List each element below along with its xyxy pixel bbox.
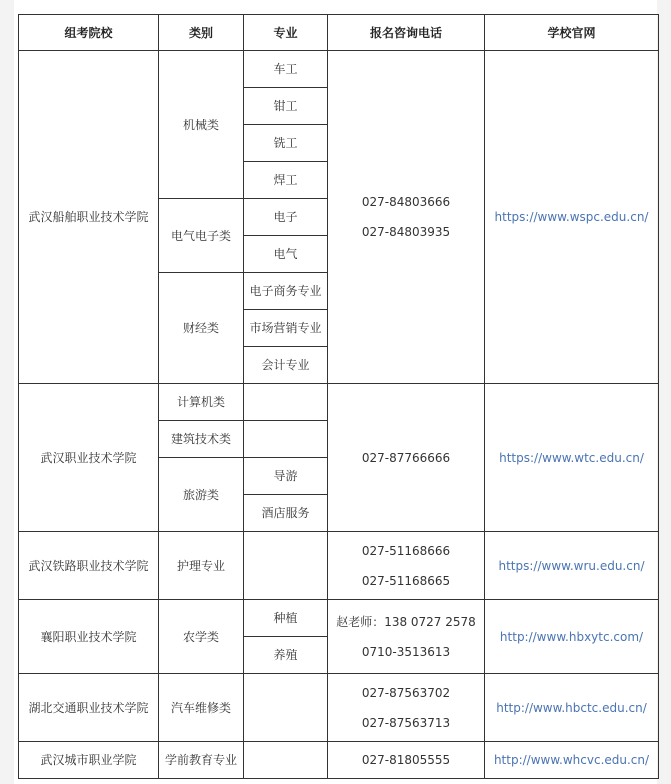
school-name: 湖北交通职业技术学院 <box>19 674 159 742</box>
website-cell <box>485 532 659 600</box>
major-cell <box>244 421 328 458</box>
website-link[interactable]: http://www.hbxytc.com/ <box>499 629 644 644</box>
website-cell <box>485 674 659 742</box>
phone-number: 027-87563702 <box>361 685 451 700</box>
major-cell: 电子 <box>244 199 328 236</box>
phone-number: 027-84803935 <box>361 225 451 239</box>
left-margin-strip <box>0 0 14 784</box>
major-cell: 电气 <box>244 236 328 273</box>
phone-cell <box>328 384 485 532</box>
school-name: 襄阳职业技术学院 <box>19 600 159 674</box>
major-cell <box>244 532 328 600</box>
major-cell: 种植 <box>244 600 328 637</box>
website-link[interactable]: http://www.hbctc.edu.cn/ <box>496 700 647 715</box>
table-row <box>19 674 659 708</box>
phone-cell <box>328 674 485 742</box>
category-cell: 建筑技术类 <box>159 421 244 458</box>
header-school: 组考院校 <box>19 15 159 51</box>
phone-number: 027-81805555 <box>361 753 451 767</box>
phone-number: 027-84803666 <box>361 195 451 209</box>
category-cell: 计算机类 <box>159 384 244 421</box>
website-cell <box>485 742 659 779</box>
phone-number: 027-51168665 <box>361 573 451 588</box>
major-cell <box>244 742 328 779</box>
category-cell: 汽车维修类 <box>159 674 244 742</box>
header-website: 学校官网 <box>485 15 659 51</box>
major-cell: 车工 <box>244 51 328 88</box>
table-row <box>19 51 659 88</box>
major-cell: 酒店服务 <box>244 495 328 532</box>
table-header-row <box>19 15 659 51</box>
school-name: 武汉船舶职业技术学院 <box>19 51 159 384</box>
website-link[interactable]: http://www.whcvc.edu.cn/ <box>493 753 650 767</box>
table-row <box>19 384 659 421</box>
category-cell: 学前教育专业 <box>159 742 244 779</box>
website-link[interactable]: https://www.wtc.edu.cn/ <box>499 450 644 465</box>
table-row <box>19 532 659 566</box>
category-cell: 护理专业 <box>159 532 244 600</box>
category-cell: 农学类 <box>159 600 244 674</box>
major-cell: 钳工 <box>244 88 328 125</box>
phone-cell <box>328 51 485 384</box>
school-name: 武汉铁路职业技术学院 <box>19 532 159 600</box>
phone-cell <box>328 742 485 779</box>
phone-cell <box>328 532 485 600</box>
major-cell: 铣工 <box>244 125 328 162</box>
right-margin-strip <box>657 0 671 784</box>
table-row <box>19 742 659 779</box>
school-info-table <box>18 14 659 779</box>
school-name: 武汉职业技术学院 <box>19 384 159 532</box>
major-cell: 焊工 <box>244 162 328 199</box>
major-cell: 会计专业 <box>244 347 328 384</box>
major-cell <box>244 384 328 421</box>
major-cell: 养殖 <box>244 637 328 674</box>
category-cell: 财经类 <box>159 273 244 384</box>
header-major: 专业 <box>244 15 328 51</box>
website-link[interactable]: https://www.wru.edu.cn/ <box>498 558 645 573</box>
phone-number: 027-51168666 <box>361 543 451 558</box>
website-cell <box>485 384 659 532</box>
header-phone: 报名咨询电话 <box>328 15 485 51</box>
phone-number: 027-87766666 <box>361 450 451 465</box>
website-link[interactable]: https://www.wspc.edu.cn/ <box>494 210 649 224</box>
school-name: 武汉城市职业学院 <box>19 742 159 779</box>
major-cell <box>244 674 328 742</box>
major-cell: 导游 <box>244 458 328 495</box>
major-cell: 电子商务专业 <box>244 273 328 310</box>
header-category: 类别 <box>159 15 244 51</box>
phone-number: 赵老师：138 0727 2578 <box>336 614 476 629</box>
table-row <box>19 600 659 637</box>
website-cell <box>485 51 659 384</box>
category-cell: 旅游类 <box>159 458 244 532</box>
phone-number: 027-87563713 <box>361 715 451 730</box>
major-cell: 市场营销专业 <box>244 310 328 347</box>
category-cell: 机械类 <box>159 51 244 199</box>
phone-cell <box>328 600 485 674</box>
website-cell <box>485 600 659 674</box>
phone-number: 0710-3513613 <box>361 644 451 659</box>
category-cell: 电气电子类 <box>159 199 244 273</box>
